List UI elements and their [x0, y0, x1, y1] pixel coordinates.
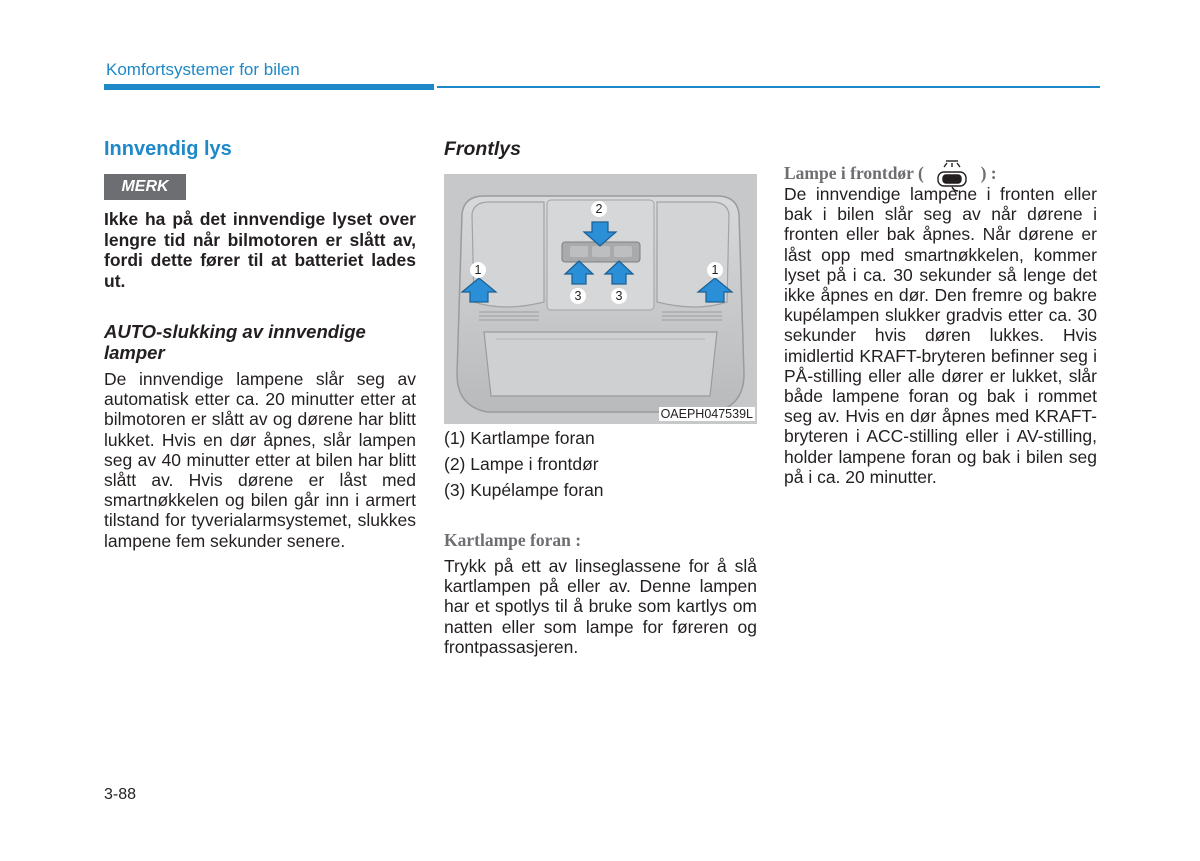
note-badge: MERK: [104, 174, 186, 200]
kartlampe-body: Trykk på ett av linseglassene for å slå kartlampen på eller av. Denne lampen har et spotlys til å bruke som kartlys om natten eller som lampe for føreren og frontpassasjeren.: [444, 556, 757, 657]
legend-item: (3) Kupélampe foran: [444, 480, 604, 500]
frontlys-heading: Frontlys: [444, 138, 521, 160]
callout-3-right: 3: [611, 288, 627, 304]
page-number: 3-88: [104, 786, 137, 803]
note-text: Ikke ha på det innvendige lyset over lengre tid når bilmotoren er slått av, fordi dette fører til at batteriet lades ut.: [104, 209, 416, 291]
auto-heading: AUTO-slukking av innvendige lamper: [104, 321, 366, 363]
innvendig-lys-heading: Innvendig lys: [104, 138, 232, 160]
frontdor-body: De innvendige lampene i fronten eller bak i bilen slår seg av når dørene i fronten eller bak åpnes. Når dørene er låst opp med smartnøkkelen, kommer lyset på i ca. 30 sekunder så lenge det ikke åpnes en dør. Den fremre og bakre kupélampen slukker gradvis etter ca. 30 sekunder hvis døren lukkes. Hvis imidlertid KRAFT-bryteren befinner seg i PÅ-stilling eller alle dører er lukket, slår både lampene foran og bak i rommet seg av. Hvis en dør åpnes med KRAFT-bryteren i ACC-stilling eller i AV-stilling, holder lampene foran og bak i bilen seg på i ca. 20 minutter.: [784, 184, 1097, 487]
legend-item: (1) Kartlampe foran: [444, 428, 595, 448]
section-title: Komfortsystemer for bilen: [106, 60, 300, 79]
auto-body: De innvendige lampene slår seg av automatisk etter ca. 20 minutter etter at bilmotoren er slått av og dørene har blitt lukket. Hvis en dør åpnes, slår lampen seg av 40 minutter etter at bilen har blitt slått av. Hvis dørene er låst med smartnøkkelen og bilen går inn i armert tilstand for tyverialarmsystemet, slukkes lampene fem sekunder senere.: [104, 369, 416, 551]
figure-code: OAEPH047539L: [660, 407, 753, 421]
frontdor-heading-suffix: ) :: [980, 163, 997, 184]
frontdor-heading-prefix: Lampe i frontdør (: [784, 163, 924, 184]
callout-3-left: 3: [570, 288, 586, 304]
legend-item: (2) Lampe i frontdør: [444, 454, 599, 474]
header-rule-thin: [437, 86, 1100, 88]
header-rule-thick: [104, 84, 434, 90]
callout-1-left: 1: [470, 262, 486, 278]
overhead-console-figure: [444, 174, 757, 424]
callout-2: 2: [591, 201, 607, 217]
callout-1-right: 1: [707, 262, 723, 278]
kartlampe-heading: Kartlampe foran :: [444, 530, 582, 550]
